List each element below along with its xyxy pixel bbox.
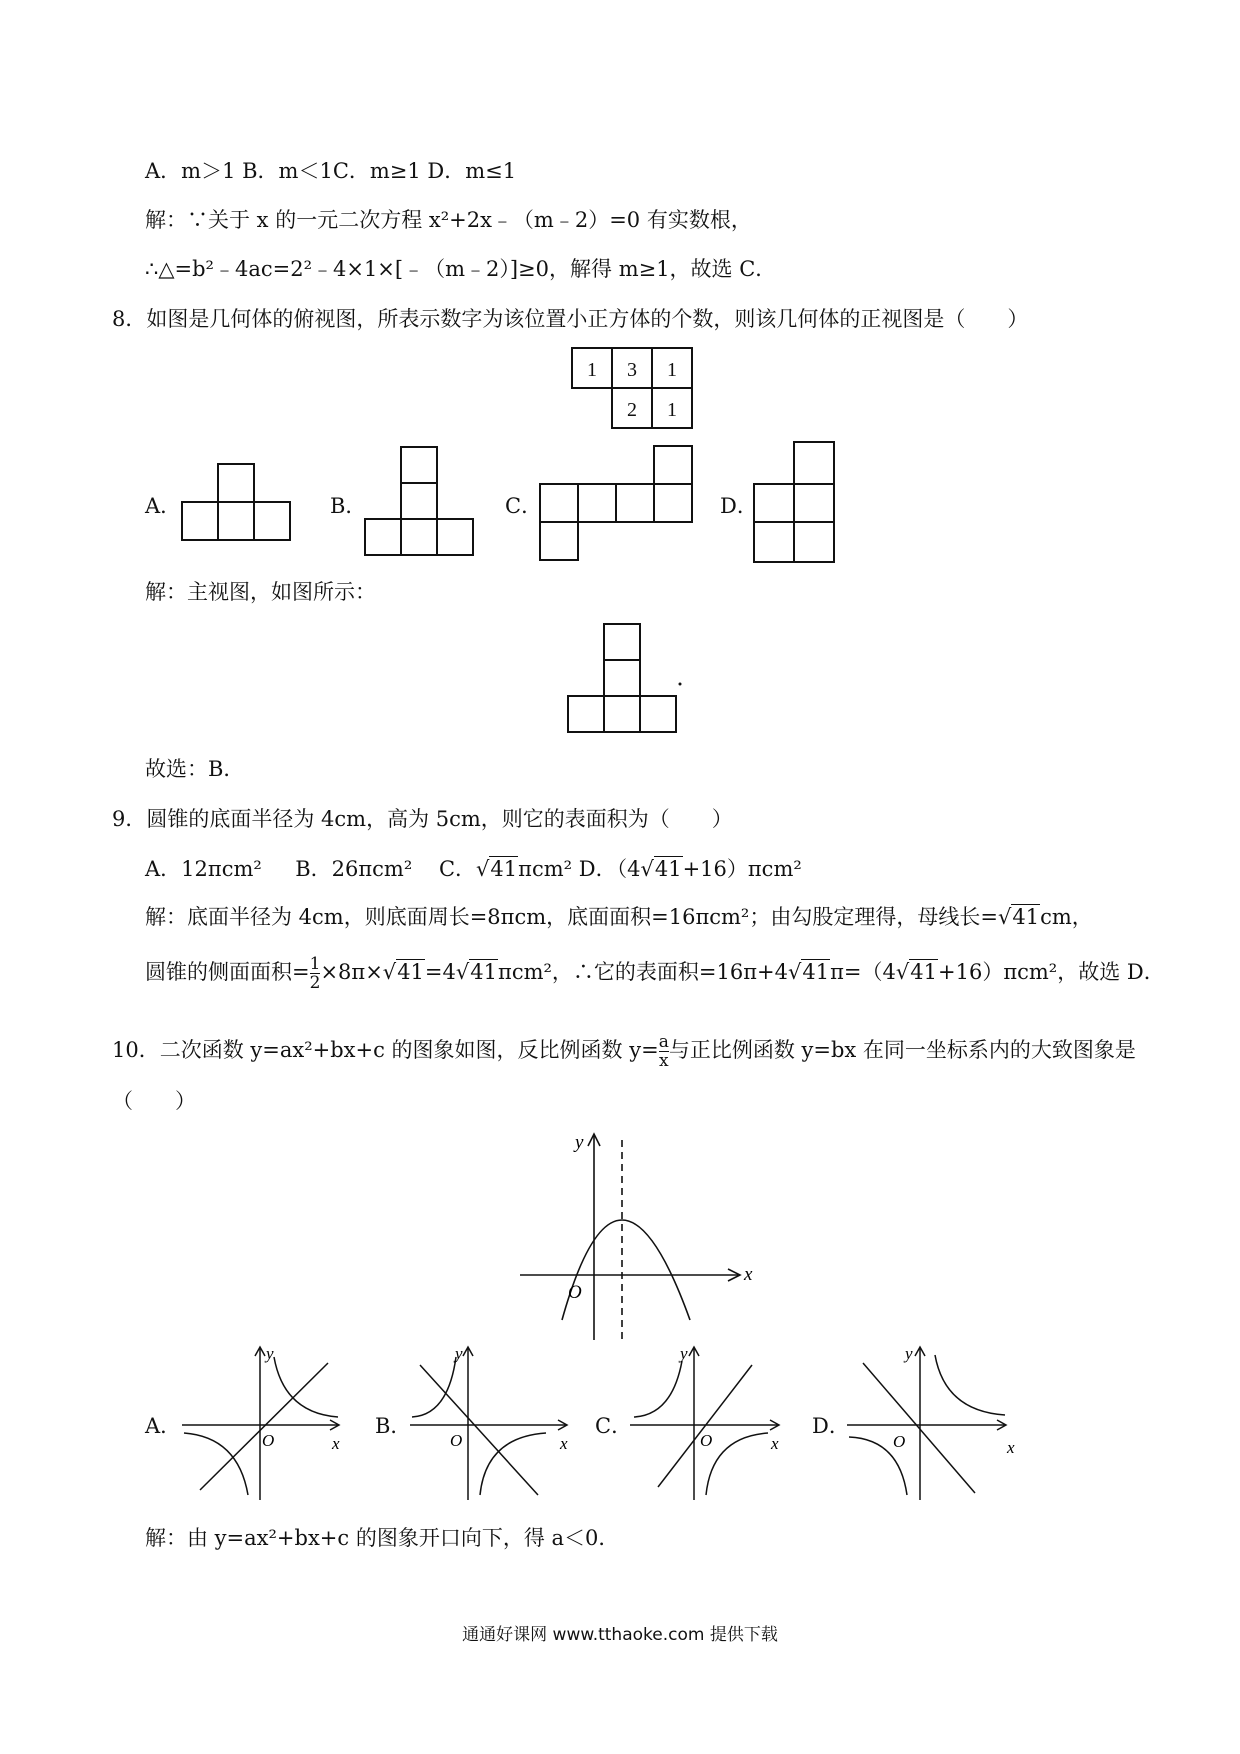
axis-x-label: x <box>744 1264 753 1285</box>
q7-options: A．m＞1 B．m＜1C．m≥1 D．m≤1 <box>145 159 517 183</box>
q9-option-d-suffix: +16）πcm² <box>682 857 802 881</box>
q10-option-a-graph <box>180 1345 345 1505</box>
svg-text:y: y <box>455 1344 463 1363</box>
svg-text:x: x <box>332 1434 340 1453</box>
origin-label: O <box>568 1282 582 1303</box>
q9-option-c-prefix: C． <box>438 857 477 881</box>
svg-text:x: x <box>771 1434 779 1453</box>
q8-option-a-figure <box>180 460 296 546</box>
q8-solution-figure <box>565 620 695 735</box>
q10-option-label-c: C． <box>595 1414 633 1438</box>
svg-text:O: O <box>450 1431 463 1450</box>
footer-source: 通通好课网 www.tthaoke.com 提供下载 <box>462 1625 778 1645</box>
q9-option-b: B．26πcm² <box>295 857 413 881</box>
svg-text:x: x <box>560 1434 568 1453</box>
q8-top-view-grid <box>570 346 710 436</box>
q9-option-c-radicand: 41 <box>490 857 518 881</box>
top-view-cell-5: 1 <box>667 399 677 421</box>
svg-text:y: y <box>680 1344 688 1363</box>
q10-parabola-graph <box>520 1130 753 1345</box>
svg-text:x: x <box>1007 1438 1015 1457</box>
q10-stem: 10．二次函数 y=ax²+bx+c 的图象如图，反比例函数 y= $\frac{a}{x}$ 与正比例函数 y=bx 在同一坐标系内的大致图象是 <box>112 1032 1136 1071</box>
q9-stem: 9．圆锥的底面半径为 4cm，高为 5cm，则它的表面积为（ ） <box>112 807 733 831</box>
q8-option-label-d: D． <box>720 494 758 518</box>
q10-option-c-graph <box>628 1345 793 1505</box>
q8-solution-line1: 解：主视图，如图所示： <box>145 580 376 604</box>
q8-stem: 8．如图是几何体的俯视图，所表示数字为该位置小正方体的个数，则该几何体的正视图是（ ） <box>112 307 1029 331</box>
svg-text:y: y <box>905 1344 913 1363</box>
svg-text:O: O <box>893 1432 906 1451</box>
q10-option-d-graph <box>845 1345 1020 1505</box>
top-view-cell-1: 1 <box>587 359 597 381</box>
top-view-cell-3: 1 <box>667 359 677 381</box>
q9-solution-line1: 解：底面半径为 4cm，则底面周长=8πcm，底面面积=16πcm²；由勾股定理得，母线长=√41cm， <box>145 905 1093 929</box>
q8-option-label-a: A． <box>145 494 182 518</box>
q7-solution-line2: ∴△=b²﹣4ac=2²﹣4×1×[﹣（m﹣2）]≥0，解得 m≥1，故选 C． <box>145 257 777 281</box>
svg-text:O: O <box>700 1431 713 1450</box>
q10-stem-bracket: （ ） <box>112 1089 196 1113</box>
fraction-one-half: $\frac{1}{2}$ <box>309 954 321 993</box>
q9-solution-line2: 圆锥的侧面面积= $\frac{1}{2}$ ×8π×√41=4√41πcm²，∴它的表面积=16π+4√41π=（4√41+16）πcm²，故选 D． <box>145 954 1165 993</box>
top-view-cell-2: 3 <box>627 359 637 381</box>
q10-option-b-graph <box>408 1345 573 1505</box>
q8-option-label-b: B． <box>330 494 367 518</box>
axis-y-label: y <box>575 1132 584 1153</box>
q8-option-d-figure <box>752 438 840 566</box>
q9-option-d-radicand: 41 <box>654 857 682 881</box>
q8-option-b-figure <box>363 445 479 557</box>
fraction-a-over-x: $\frac{a}{x}$ <box>658 1032 669 1071</box>
q8-option-c-figure <box>538 442 696 564</box>
q10-solution-line1: 解：由 y=ax²+bx+c 的图象开口向下，得 a＜0． <box>145 1526 620 1550</box>
top-view-cell-4: 2 <box>627 399 637 421</box>
q8-solution-line2: 故选：B． <box>145 757 245 781</box>
q9-options: A．12πcm² B．26πcm² C．√41πcm² D．（4√41+16）πcm² <box>145 857 802 881</box>
q10-option-label-b: B． <box>375 1414 412 1438</box>
q7-solution-line1: 解：∵关于 x 的一元二次方程 x²+2x﹣（m﹣2）=0 有实数根， <box>145 208 752 232</box>
q8-option-label-c: C． <box>505 494 543 518</box>
q10-option-label-d: D． <box>812 1414 850 1438</box>
svg-text:O: O <box>262 1431 275 1450</box>
q9-option-c-suffix: πcm² D．（4 <box>518 857 641 881</box>
q9-option-a: A．12πcm² <box>145 857 262 881</box>
q10-option-label-a: A． <box>145 1414 182 1438</box>
svg-text:y: y <box>266 1344 274 1363</box>
